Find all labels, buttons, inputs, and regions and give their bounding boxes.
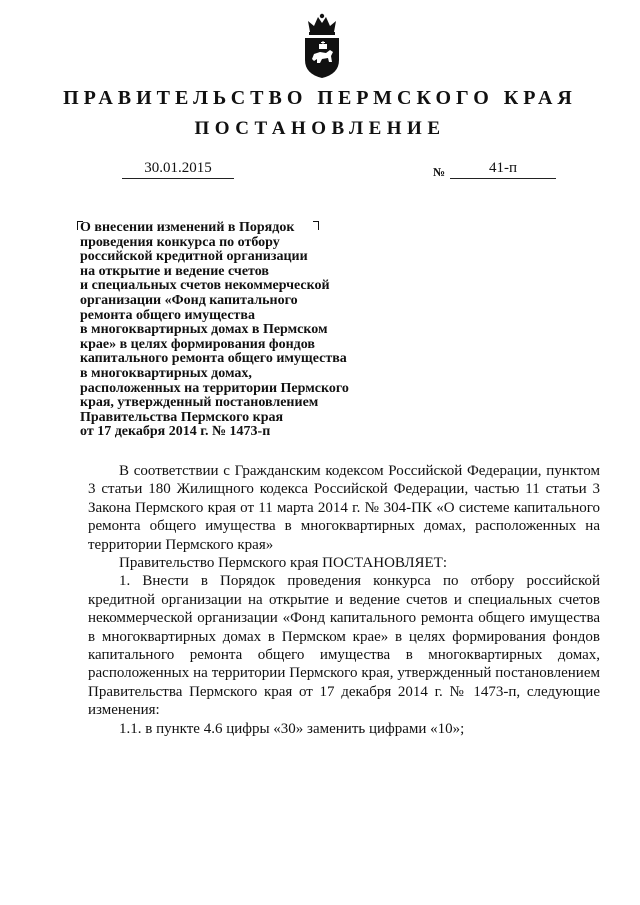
- coat-of-arms-icon: [300, 12, 344, 80]
- title-line: организации «Фонд капитального: [80, 292, 298, 308]
- title-line: в многоквартирных домах,: [80, 365, 252, 381]
- organization-name: ПРАВИТЕЛЬСТВО ПЕРМСКОГО КРАЯ: [63, 87, 577, 109]
- title-line: Правительства Пермского края: [80, 409, 284, 425]
- title-line: расположенных на территории Пермского: [80, 380, 349, 396]
- title-line: российской кредитной организации: [80, 249, 308, 265]
- title-line: О внесении изменений в Порядок: [80, 220, 295, 235]
- document-title: [80, 221, 380, 440]
- title-line: крае» в целях формирования фондов: [80, 336, 315, 352]
- title-line: края, утвержденный постановлением: [80, 395, 319, 411]
- document-body: [88, 462, 600, 738]
- number-sign: №: [433, 165, 446, 179]
- title-line: и специальных счетов некоммерческой: [80, 278, 330, 294]
- title-line: капитального ремонта общего имущества: [80, 351, 347, 367]
- item-1-1-paragraph: 1.1. в пункте 4.6 цифры «30» заменить цифрами «10»;: [119, 720, 465, 737]
- title-line: в многоквартирных домах в Пермском: [80, 322, 328, 338]
- preamble-paragraph: В соответствии с Гражданским кодексом Российской Федерации, пунктом 3 статьи 180 Жилищного кодекса Российской Федерации, частью 11 статьи 3 Закона Пермского края от 11 марта 2014 г. № 304-ПК «О системе капитального ремонта общего имущества в многоквартирных домах, расположенных на территории Пермского края»: [88, 463, 600, 553]
- document-date: 30.01.2015: [122, 160, 234, 179]
- item-1-paragraph: 1. Внести в Порядок проведения конкурса по отбору российской кредитной организации на открытие и ведение счетов и специальных счетов некоммерческой организации «Фонд капитального ремонта общего имущества в многоквартирных домах в Пермском крае» в целях формирования фондов капитального ремонта общего имущества в многоквартирных домах, расположенных на территории Пермского края, утвержденный постановлением Правительства Пермского края от 17 декабря 2014 г. № 1473-п, следующие изменения:: [88, 573, 600, 719]
- document-type: ПОСТАНОВЛЕНИЕ: [194, 118, 446, 139]
- resolves-paragraph: Правительство Пермского края ПОСТАНОВЛЯЕТ:: [119, 555, 448, 572]
- title-line: на открытие и ведение счетов: [80, 263, 269, 279]
- title-line: проведения конкурса по отбору: [80, 234, 280, 250]
- title-line: ремонта общего имущества: [80, 307, 255, 323]
- title-line: от 17 декабря 2014 г. № 1473-п: [80, 424, 271, 440]
- document-number: 41-п: [450, 160, 556, 179]
